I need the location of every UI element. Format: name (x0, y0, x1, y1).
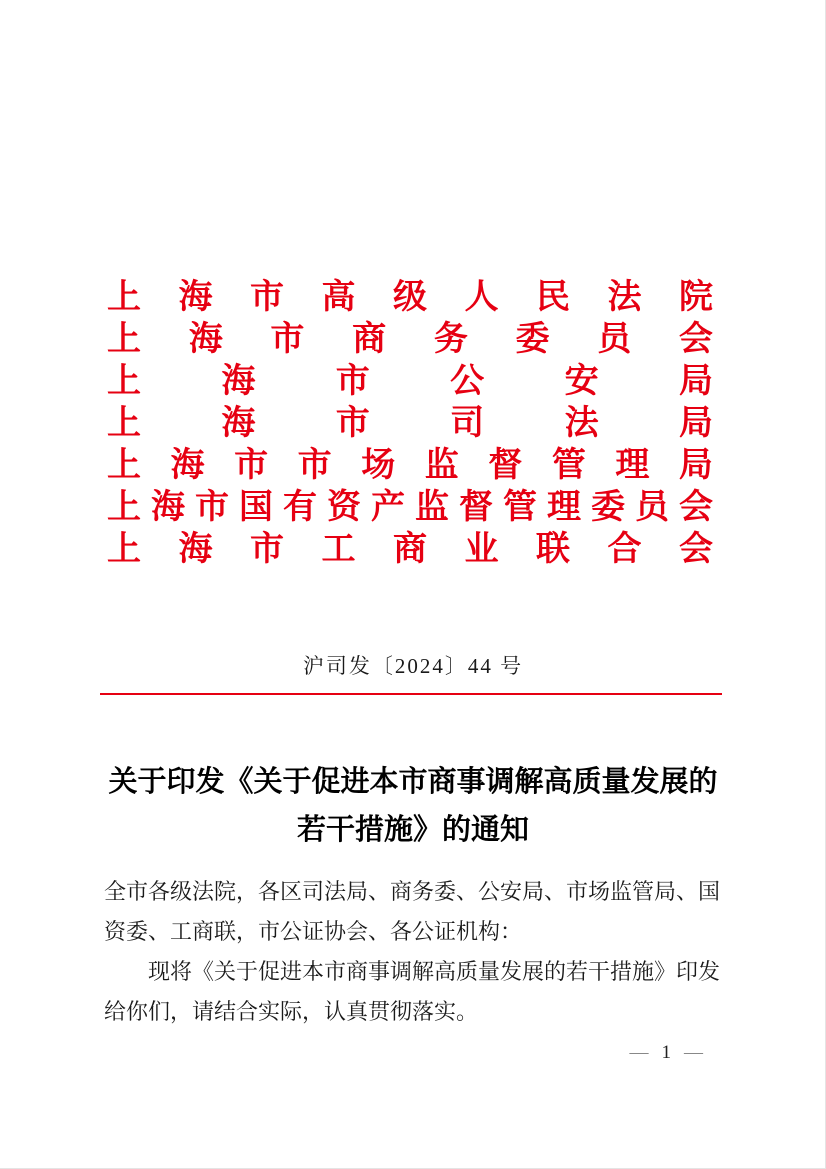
agency-name-line (107, 277, 713, 319)
agency-name-char: 员 (635, 489, 669, 526)
agency-name-char: 上 (107, 531, 141, 568)
agency-name-char: 市 (335, 363, 370, 400)
agency-name-line (107, 445, 713, 487)
agency-name-char: 监 (424, 447, 459, 484)
agency-name-char: 市 (250, 531, 284, 568)
agency-name-char: 海 (178, 531, 213, 568)
agency-name-char: 上 (107, 321, 141, 358)
agency-name-char: 员 (597, 321, 632, 358)
agency-name-char: 市 (335, 405, 370, 442)
page-number-value: 1 (661, 1042, 671, 1063)
agency-name-char: 上 (107, 447, 141, 484)
agency-name-char: 海 (221, 363, 256, 400)
agency-name-char: 院 (679, 279, 713, 316)
agency-name-char: 海 (188, 321, 223, 358)
agency-name-char: 上 (107, 363, 141, 400)
agency-name-char: 海 (151, 489, 185, 526)
agency-name-char: 海 (221, 405, 256, 442)
agency-name-char: 联 (536, 531, 570, 568)
agency-name-char: 公 (450, 363, 485, 400)
agency-name-char: 理 (547, 489, 581, 526)
agency-name-char: 市 (234, 447, 269, 484)
agency-name-line (107, 529, 713, 571)
agency-name-line (107, 319, 713, 361)
agency-name-char: 局 (678, 363, 713, 400)
agency-name-char: 会 (679, 489, 713, 526)
document-title-line: 若干措施》的通知 (296, 814, 529, 846)
agency-name-char: 业 (464, 531, 499, 568)
agency-name-char: 资 (327, 489, 361, 526)
page-number-left-dash: — (629, 1042, 649, 1063)
page-number-right-dash: — (684, 1042, 703, 1063)
agency-name-char: 法 (564, 405, 599, 442)
agency-name-char: 法 (607, 279, 642, 316)
agency-name-char: 商 (352, 321, 387, 358)
body-paragraph: 现将《关于促进本市商事调解高质量发展的若干措施》印发给你们，请结合实际，认真贯彻落实。 (104, 959, 721, 1024)
page-number (630, 1042, 704, 1064)
agency-letterhead (107, 277, 713, 571)
document-reference-number: 沪司发〔2024〕44 号 (302, 654, 524, 678)
agency-name-char: 上 (107, 279, 141, 316)
agency-name-char: 局 (678, 405, 713, 442)
addressee-paragraph: 全市各级法院，各区司法局、商务委、公安局、市场监管局、国资委、工商联，市公证协会、各公证机构： (104, 879, 721, 944)
agency-name-line (107, 487, 713, 529)
agency-name-char: 有 (283, 489, 317, 526)
agency-name-char: 海 (170, 447, 205, 484)
agency-name-char: 场 (361, 447, 396, 484)
agency-name-char: 务 (433, 321, 468, 358)
agency-name-line (107, 403, 713, 445)
document-title (100, 758, 726, 854)
agency-name-char: 安 (564, 363, 599, 400)
agency-name-char: 上 (107, 489, 141, 526)
agency-name-line (107, 361, 713, 403)
agency-name-char: 民 (536, 279, 570, 316)
agency-name-char: 市 (250, 279, 284, 316)
agency-name-char: 上 (107, 405, 141, 442)
agency-name-char: 督 (488, 447, 523, 484)
agency-name-char: 商 (393, 531, 427, 568)
agency-name-char: 委 (591, 489, 625, 526)
agency-name-char: 合 (607, 531, 642, 568)
agency-name-char: 管 (503, 489, 537, 526)
agency-name-char: 司 (450, 405, 485, 442)
agency-name-char: 会 (678, 321, 713, 358)
agency-name-char: 会 (679, 531, 713, 568)
agency-name-char: 督 (459, 489, 493, 526)
agency-name-char: 海 (178, 279, 213, 316)
document-title-line: 关于印发《关于促进本市商事调解高质量发展的 (108, 766, 718, 798)
agency-name-char: 工 (321, 531, 356, 568)
agency-name-char: 监 (415, 489, 449, 526)
agency-name-char: 国 (239, 489, 273, 526)
red-divider-rule (100, 693, 722, 695)
agency-name-char: 高 (321, 279, 356, 316)
agency-name-char: 委 (515, 321, 550, 358)
agency-name-char: 市 (195, 489, 229, 526)
agency-name-char: 市 (297, 447, 332, 484)
agency-name-char: 产 (371, 489, 405, 526)
agency-name-char: 人 (464, 279, 499, 316)
agency-name-char: 局 (678, 447, 713, 484)
agency-name-char: 级 (393, 279, 427, 316)
agency-name-char: 理 (615, 447, 650, 484)
agency-name-char: 市 (270, 321, 305, 358)
agency-name-char: 管 (551, 447, 586, 484)
document-body (104, 872, 720, 1032)
